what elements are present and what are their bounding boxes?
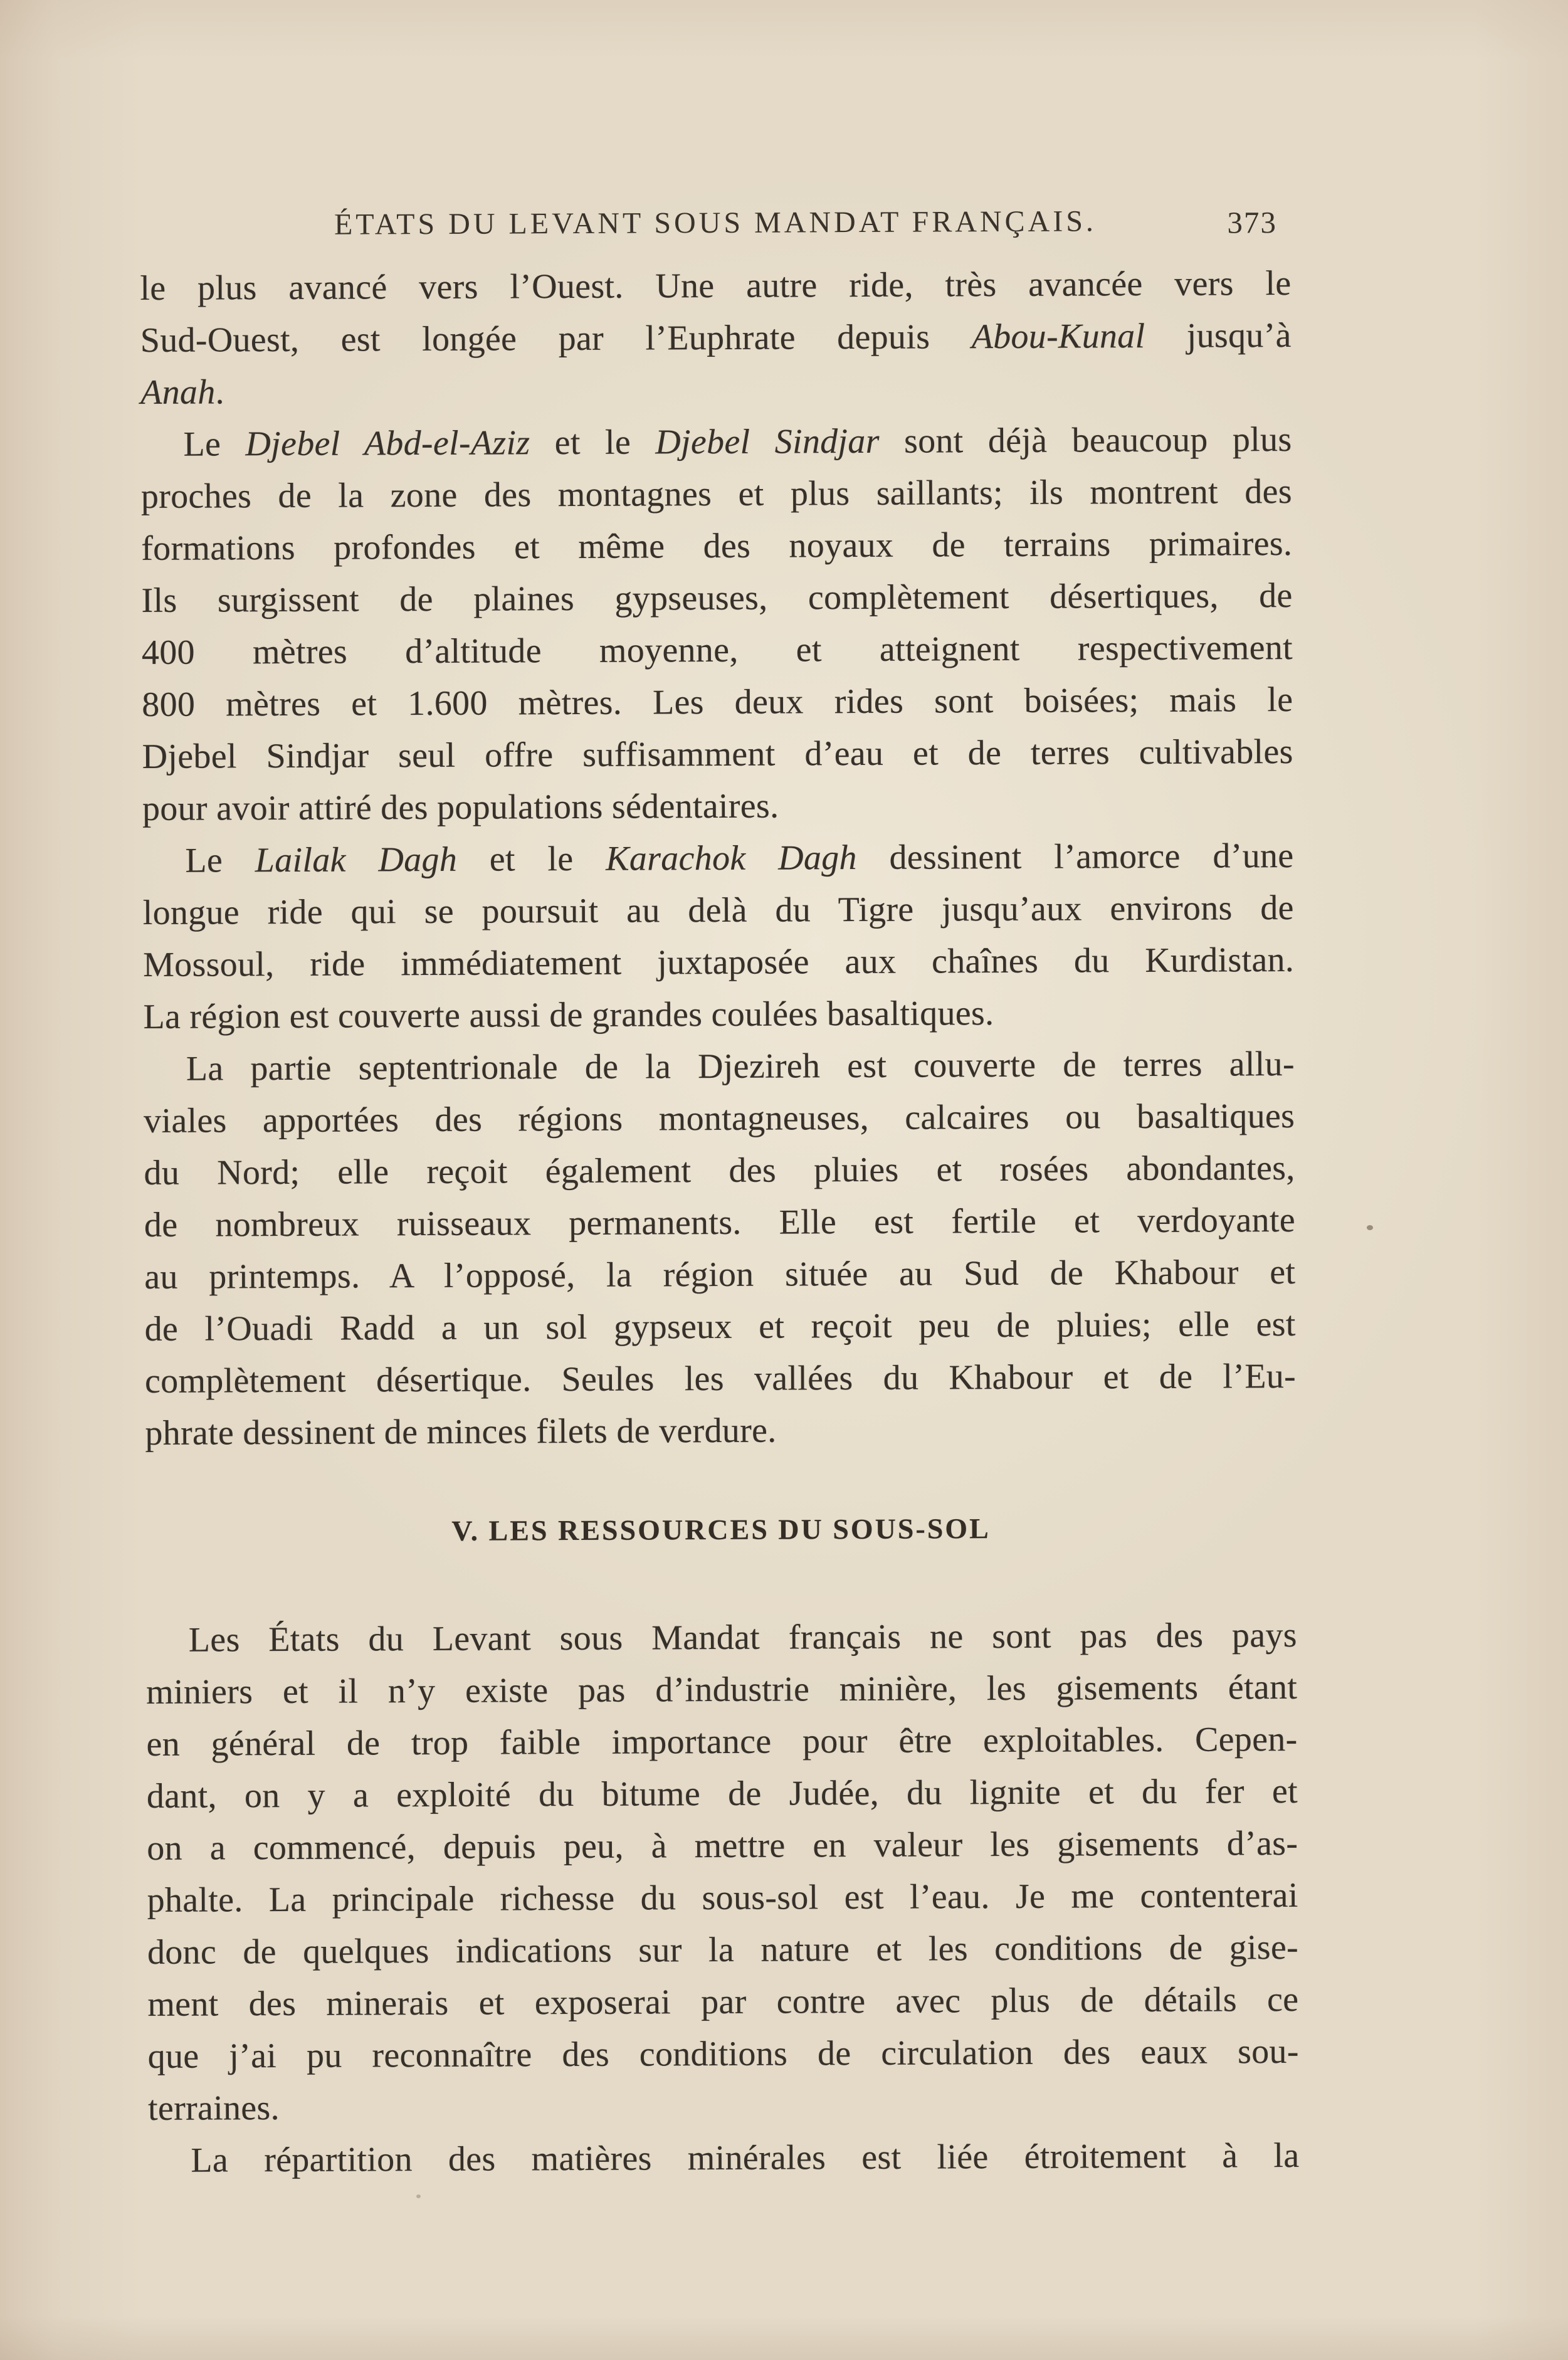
plain-text: miniers et il n’y existe pas d’industrie minière, les gisements étant — [146, 1667, 1298, 1712]
italic-text: Djebel Sindjar — [655, 421, 880, 462]
paper-speck — [1367, 1225, 1373, 1230]
plain-text: du Nord; elle reçoit également des pluies et rosées abondantes, — [144, 1148, 1295, 1193]
text-line — [140, 362, 1292, 419]
plain-text: Ils surgissent de plaines gypseuses, complètement désertiques, de — [141, 576, 1293, 621]
text-line — [141, 466, 1292, 523]
text-line — [144, 1194, 1295, 1251]
plain-text: Le — [183, 424, 246, 464]
text-line — [145, 1351, 1296, 1408]
italic-text: Djebel Abd-el-Aziz — [245, 423, 530, 464]
text-line — [146, 1662, 1297, 1719]
plain-text: terraines. — [147, 2089, 280, 2128]
text-line — [147, 1922, 1298, 1979]
plain-text: La région est couverte aussi de grandes coulées basaltiques. — [143, 994, 994, 1037]
plain-text: de l’Ouadi Radd a un sol gypseux et reçoit peu de pluies; elle est — [144, 1304, 1296, 1349]
text-line — [141, 518, 1292, 575]
plain-text: La répartition des matières minérales est liée étroitement à la — [191, 2136, 1300, 2180]
plain-text: de nombreux ruisseaux permanents. Elle est fertile et verdoyante — [144, 1200, 1296, 1245]
text-line — [143, 934, 1294, 991]
text-line — [147, 1870, 1298, 1927]
text-line — [142, 622, 1293, 679]
text-body — [140, 258, 1299, 2187]
plain-text: phrate dessinent de minces filets de verdure. — [145, 1411, 777, 1453]
plain-text: 400 mètres d’altitude moyenne, et atteignent respectivement — [141, 628, 1293, 673]
text-line — [147, 1766, 1298, 1823]
plain-text: au printemps. A l’opposé, la région située au Sud de Khabour et — [144, 1252, 1296, 1297]
plain-text: que j’ai pu reconnaître des conditions de circulation des eaux sou- — [147, 2031, 1299, 2076]
plain-text: donc de quelques indications sur la nature et les conditions de gise- — [147, 1927, 1299, 1972]
text-line — [148, 2026, 1299, 2083]
italic-text: Abou-Kunal — [971, 317, 1145, 357]
section-heading: V. LES RESSOURCES DU SOUS-SOL — [451, 1512, 991, 1547]
text-line — [140, 310, 1292, 367]
plain-text: en général de trop faible importance pour être exploitables. Cepen- — [146, 1719, 1298, 1764]
running-head: ÉTATS DU LEVANT SOUS MANDAT FRANÇAIS. — [334, 204, 1097, 241]
text-layer — [139, 0, 1300, 2360]
plain-text: Djebel Sindjar seul offre suffisamment d’eau et de terres cultivables — [142, 732, 1293, 777]
plain-text: et le — [530, 423, 656, 463]
plain-text: dessinent l’amorce d’une — [856, 836, 1294, 878]
plain-text: et le — [456, 839, 606, 879]
text-line — [144, 1246, 1295, 1304]
paper-speck — [416, 2194, 421, 2198]
plain-text: sont déjà beaucoup plus — [879, 420, 1292, 461]
text-line — [148, 2078, 1299, 2135]
text-line — [144, 1090, 1295, 1147]
text-line — [146, 1714, 1297, 1771]
text-line — [144, 1299, 1295, 1356]
text-line — [141, 570, 1292, 627]
text-line — [140, 414, 1292, 471]
plain-text: . — [215, 372, 225, 412]
text-line — [142, 674, 1293, 731]
plain-text: phalte. La principale richesse du sous-sol est l’eau. Je me contenterai — [147, 1875, 1298, 1920]
plain-text: le plus avancé vers l’Ouest. Une autre ride, très avancée vers le — [140, 264, 1292, 308]
plain-text: dant, on y a exploité du bitume de Judée, du lignite et du fer et — [146, 1771, 1298, 1816]
plain-text: Mossoul, ride immédiatement juxtaposée aux chaînes du Kurdistan. — [143, 940, 1295, 985]
text-line — [142, 778, 1293, 835]
plain-text: pour avoir attiré des populations sédentaires. — [142, 786, 779, 829]
page-number: 373 — [1227, 205, 1278, 240]
plain-text: La partie septentrionale de la Djezireh est couverte de terres allu- — [186, 1044, 1295, 1088]
plain-text: Le — [185, 841, 255, 880]
plain-text: Sud-Ouest, est longée par l’Euphrate depuis — [140, 317, 972, 361]
text-line — [142, 726, 1293, 783]
plain-text: ment des minerais et exposerai par contre avec plus de détails ce — [147, 1979, 1299, 2024]
text-line — [147, 1974, 1298, 2031]
text-line — [142, 830, 1293, 887]
text-line — [144, 1038, 1295, 1095]
text-line — [146, 1609, 1297, 1667]
text-line — [147, 1818, 1298, 1875]
plain-text: on a commencé, depuis peu, à mettre en valeur les gisements d’as- — [147, 1823, 1298, 1868]
plain-text: viales apportées des régions montagneuses, calcaires ou basaltiques — [144, 1096, 1295, 1141]
italic-text: Lailak Dagh — [255, 840, 458, 880]
plain-text: 800 mètres et 1.600 mètres. Les deux rides sont boisées; mais le — [142, 680, 1293, 725]
text-line — [144, 1142, 1295, 1199]
text-line — [145, 1403, 1296, 1460]
plain-text: longue ride qui se poursuit au delà du Tigre jusqu’aux environs de — [142, 888, 1294, 933]
italic-text: Anah — [140, 372, 216, 413]
italic-text: Karachok Dagh — [606, 838, 857, 878]
plain-text: proches de la zone des montagnes et plus saillants; ils montrent des — [140, 472, 1292, 517]
plain-text: jusqu’à — [1145, 316, 1292, 356]
text-line — [140, 258, 1291, 315]
text-line — [143, 986, 1294, 1043]
plain-text: formations profondes et même des noyaux de terrains primaires. — [141, 524, 1293, 569]
text-line — [143, 882, 1294, 939]
plain-text: Les États du Levant sous Mandat français ne sont pas des pays — [188, 1615, 1297, 1660]
text-line — [148, 2130, 1299, 2187]
plain-text: complètement désertique. Seules les vallées du Khabour et de l’Eu- — [144, 1356, 1297, 1401]
